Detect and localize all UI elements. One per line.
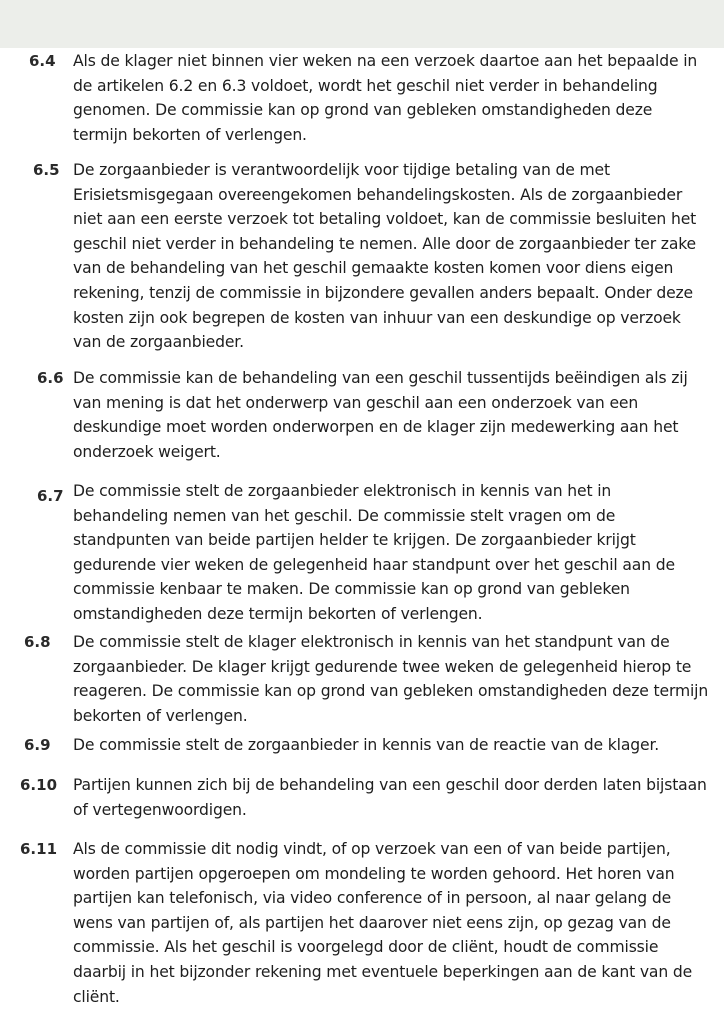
- clause-text: De commissie kan de behandeling van een geschil tussentijds beëindigen als zij van mening is dat het onderwerp van geschil aan een onderzoek van een deskundige moet worden onderworpen en de klager zijn medewerking aan het onderzoek weigert.: [73, 369, 688, 461]
- clause-text: De commissie stelt de zorgaanbieder in kennis van de reactie van de klager.: [73, 736, 660, 754]
- clause-number: 6.11: [20, 840, 58, 858]
- clause-text: Als de commissie dit nodig vindt, of op verzoek van een of van beide partijen, worden partijen opgeroepen om mondeling te worden gehoord. Het horen van partijen kan telefonisch, via video conference of in persoon, al naar gelang de wens van partijen of, als partijen het daarover niet eens zijn, op gezag van de commissie. Als het geschil is voorgelegd door de cliënt, houdt de commissie daarbij in het bijzonder rekening met eventuele beperkingen aan de kant van de cliënt.: [73, 840, 693, 1006]
- clause-text: Als de klager niet binnen vier weken na een verzoek daartoe aan het bepaalde in de artikelen 6.2 en 6.3 voldoet, wordt het geschil niet verder in behandeling genomen. De commissie kan op grond van gebleken omstandigheden deze termijn bekorten of verlengen.: [73, 52, 698, 144]
- clause-number: 6.8: [24, 633, 51, 651]
- clause-text: De zorgaanbieder is verantwoordelijk voor tijdige betaling van de met Erisietsmisgegaan overeengekomen behandelingskosten. Als de zorgaanbieder niet aan een eerste verzoek tot betaling voldoet, kan de commissie besluiten het geschil niet verder in behandeling te nemen. Alle door de zorgaanbieder ter zake van de behandeling van het geschil gemaakte kosten komen voor diens eigen rekening, tenzij de commissie in bijzondere gevallen anders bepaalt. Onder deze kosten zijn ook begrepen de kosten van inhuur van een deskundige op verzoek van de zorgaanbieder.: [73, 161, 697, 352]
- clause-number: 6.7: [37, 487, 64, 505]
- clause-text: Partijen kunnen zich bij de behandeling van een geschil door derden laten bijstaan of vertegenwoordigen.: [73, 776, 707, 819]
- clause-number: 6.5: [33, 161, 60, 179]
- clause-number: 6.6: [37, 369, 64, 387]
- clause-number: 6.9: [24, 736, 51, 754]
- clause-number: 6.10: [20, 776, 58, 794]
- clause-number: 6.4: [29, 52, 56, 70]
- page-header-band: [0, 0, 724, 48]
- clause-text: De commissie stelt de klager elektronisch in kennis van het standpunt van de zorgaanbieder. De klager krijgt gedurende twee weken de gelegenheid hierop te reageren. De commissie kan op grond van gebleken omstandigheden deze termijn bekorten of verlengen.: [73, 633, 709, 725]
- clause-text: De commissie stelt de zorgaanbieder elektronisch in kennis van het in behandeling nemen van het geschil. De commissie stelt vragen om de standpunten van beide partijen helder te krijgen. De zorgaanbieder krijgt gedurende vier weken de gelegenheid haar standpunt over het geschil aan de commissie kenbaar te maken. De commissie kan op grond van gebleken omstandigheden deze termijn bekorten of verlengen.: [73, 482, 675, 623]
